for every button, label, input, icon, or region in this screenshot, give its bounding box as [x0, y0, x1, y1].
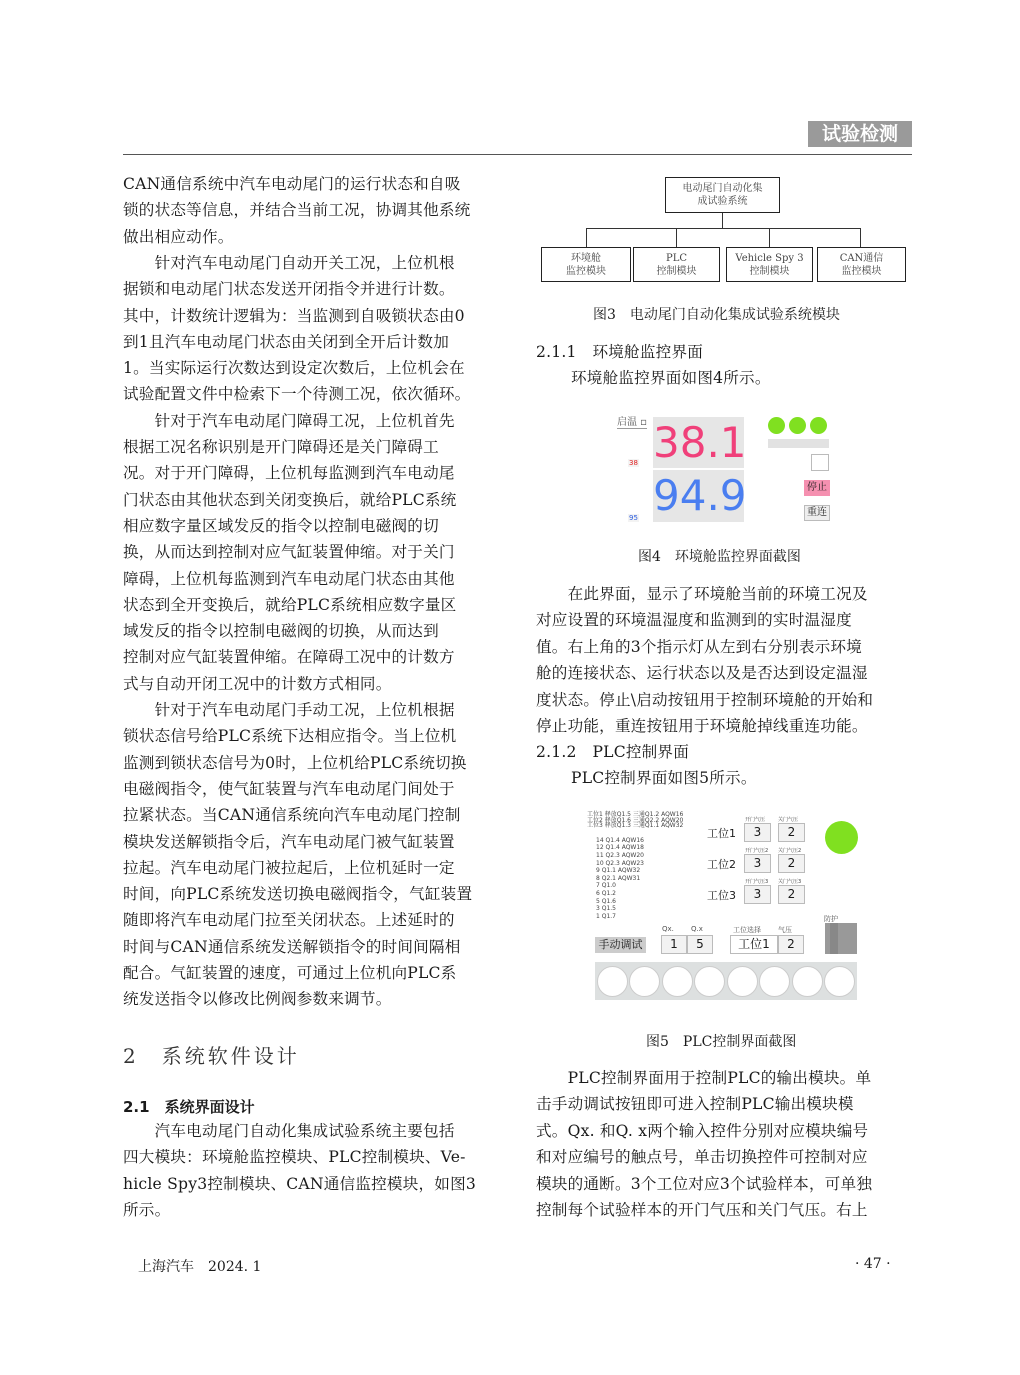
section-2-1-1-intro: 环境舱监控界面如图4所示。 — [571, 369, 771, 387]
figure-5-caption: 图5 PLC控制界面截图 — [646, 1034, 797, 1050]
text-line: 和对应编号的触点号，单击切换控件可控制对应 — [536, 1148, 868, 1167]
q-x-label: Q.x — [691, 925, 703, 933]
text-line: 做出相应动作。 — [123, 227, 234, 246]
page-number: · 47 · — [855, 1256, 891, 1272]
setpoint-indicator-icon — [810, 417, 827, 434]
output-lamp-strip — [595, 962, 857, 1000]
io-list-item: 10 Q2.3 AQW23 — [596, 859, 645, 867]
open-pressure-input[interactable]: 3 — [744, 885, 771, 904]
text-line: PLC控制界面用于控制PLC的输出模块。单 — [536, 1069, 872, 1087]
text-line: 锁的状态等信息，并结合当前工况，协调其他系统 — [123, 201, 471, 220]
text-line: 式。Qx. 和Q. x两个输入控件分别对应模块编号 — [536, 1121, 869, 1140]
io-list-item: 3 Q1.5 — [596, 905, 616, 913]
station-label: 工位2 — [707, 858, 736, 871]
section-2-1-2-heading: 2.1.2 PLC控制界面 — [536, 743, 690, 761]
temp-setpoint: 38 — [629, 459, 638, 467]
io-list-item: 14 Q1.4 AQW16 — [596, 836, 645, 844]
guard-label: 防护 — [824, 915, 838, 923]
io-list-item: 工位2 释放Q1.6 三通Q2.2 AQW20 — [587, 816, 684, 824]
io-list-item: 7 Q1.0 — [596, 882, 616, 890]
output-lamp-icon — [759, 966, 790, 997]
io-list-item: 工位1 释放Q1.5 三通Q1.2 AQW16 — [587, 811, 684, 818]
q-x-input[interactable]: 5 — [687, 935, 713, 954]
temperature-readout: 38.1 — [653, 418, 747, 467]
text-line: 域发反的指令以控制电磁阀的切换，从而达到 — [123, 622, 439, 641]
manual-debug-button[interactable]: 手动调试 — [595, 937, 646, 953]
text-line: 1。当实际运行次数达到设定次数后，上位机会在 — [123, 359, 465, 378]
io-list-item: 6 Q1.2 — [596, 890, 616, 897]
text-line: 配合。气缸装置的速度，可通过上位机向PLC系 — [123, 964, 457, 982]
text-line: 汽车电动尾门自动化集成试验系统主要包括 — [123, 1122, 455, 1140]
text-line: 所示。 — [123, 1200, 171, 1219]
text-line: 其中，计数统计逻辑为：当监测到自吸锁状态由0 — [123, 306, 465, 325]
vehicle-spy-module-box: Vehicle Spy 3 控制模块 — [726, 247, 813, 282]
output-lamp-icon — [792, 966, 823, 997]
mode-label: 启温 — [617, 417, 637, 428]
station-select-label: 工位选择 — [733, 926, 761, 934]
open-pressure-input[interactable]: 3 — [744, 854, 771, 873]
section-badge: 试验检测 — [808, 121, 912, 147]
checkbox[interactable] — [811, 454, 829, 471]
humidity-readout: 94.9 — [653, 471, 747, 520]
reconnect-button[interactable]: 重连 — [804, 505, 830, 521]
station-label: 工位1 — [707, 827, 736, 840]
text-line: 障碍，上位机每监测到汽车电动尾门状态由其他 — [123, 569, 455, 588]
text-line: 拉起。汽车电动尾门被拉起后，上位机延时一定 — [123, 858, 455, 877]
text-line: 击手动调试按钮即可进入控制PLC输出模块模 — [536, 1095, 854, 1114]
station-label: 工位3 — [707, 889, 736, 902]
text-line: 舱的连接状态、运行状态以及是否达到设定温湿 — [536, 664, 868, 683]
root-module-box: 电动尾门自动化集 成试验系统 — [665, 177, 780, 213]
close-pressure-input[interactable]: 2 — [778, 885, 805, 904]
output-lamp-icon — [662, 966, 693, 997]
text-line: 监测到锁状态信号为0时，上位机给PLC系统切换 — [123, 753, 467, 772]
env-module-box: 环境舱 监控模块 — [541, 247, 631, 282]
text-line: 况。对于开门障碍，上位机每监测到汽车电动尾 — [123, 464, 455, 483]
text-line: 在此界面，显示了环境舱当前的环境工况及 — [536, 585, 868, 603]
figure-4-caption: 图4 环境舱监控界面截图 — [638, 549, 801, 565]
output-lamp-icon — [824, 966, 855, 997]
text-line: 门状态由其他状态到关闭变换后，就给PLC系统 — [123, 490, 457, 509]
text-line: 模块发送解锁指令后，汽车电动尾门被气缸装置 — [123, 832, 455, 851]
text-line: 控制每个试验样本的开门气压和关门气压。右上 — [536, 1201, 868, 1219]
text-line: 到1且汽车电动尾门状态由关闭到全开后计数加 — [123, 332, 449, 351]
section-2-heading: 2 系统软件设计 — [123, 1044, 300, 1068]
text-line: 针对于汽车电动尾门障碍工况，上位机首先 — [123, 411, 455, 430]
text-line: 换，从而达到控制对应气缸装置伸缩。对于关门 — [123, 543, 455, 562]
pressure-input[interactable]: 2 — [778, 935, 804, 954]
text-line: 控制对应气缸装置伸缩。在障碍工况中的计数方 — [123, 648, 455, 667]
io-list-item: 1 Q1.7 — [596, 912, 616, 920]
io-list-item: 11 Q2.3 AQW20 — [596, 852, 645, 859]
text-line: 对应设置的环境温湿度和监测到的实时温湿度 — [536, 611, 852, 630]
text-line: 模块的通断。3个工位对应3个试验样本，可单独 — [536, 1174, 873, 1193]
figure-3-caption: 图3 电动尾门自动化集成试验系统模块 — [593, 307, 840, 323]
section-2-1-heading: 2.1 系统界面设计 — [123, 1098, 255, 1116]
text-line: 随即将汽车电动尾门拉至关闭状态。上述延时的 — [123, 911, 455, 930]
text-line: 拉紧状态。当CAN通信系统向汽车电动尾门控制 — [123, 806, 461, 825]
pressure-label: 气压 — [778, 926, 792, 934]
text-line: 针对于汽车电动尾门手动工况，上位机根据 — [123, 701, 455, 719]
text-line: 试验配置文件中检索下一个待测工况，依次循环。 — [123, 385, 471, 404]
close-pressure-input[interactable]: 2 — [778, 823, 805, 842]
qx-label: Qx. — [662, 925, 674, 933]
text-line: 根据工况名称识别是开门障碍还是关门障碍工 — [123, 438, 439, 456]
section-2-1-2-intro: PLC控制界面如图5所示。 — [571, 769, 757, 787]
close-pressure-label: 关门气压 — [778, 817, 799, 823]
running-indicator-icon — [789, 417, 806, 434]
can-module-box: CAN通信 监控模块 — [817, 247, 906, 282]
text-line: 时间，向PLC系统发送切换电磁阀指令，气缸装置 — [123, 885, 473, 904]
station-select[interactable]: 工位1 — [730, 935, 778, 954]
text-line: 值。右上角的3个指示灯从左到右分别表示环境 — [536, 637, 862, 656]
io-list-item: 8 Q2.1 AQW31 — [596, 874, 641, 882]
text-line: 相应数字量区域发反的指令以控制电磁阀的切 — [123, 516, 439, 535]
stop-button[interactable]: 停止 — [804, 480, 830, 496]
qx-input[interactable]: 1 — [661, 935, 687, 954]
text-line: 状态到全开变换后，就给PLC系统相应数字量区 — [123, 595, 457, 614]
text-line: CAN通信系统中汽车电动尾门的运行状态和自吸 — [123, 175, 461, 193]
text-line: 据锁和电动尾门状态发送开闭指令并进行计数。 — [123, 280, 455, 299]
mode-select[interactable]: 启温 ▫ — [617, 413, 647, 429]
humidity-setpoint: 95 — [629, 514, 638, 522]
text-line: 针对汽车电动尾门自动开关工况，上位机根 — [123, 253, 455, 272]
text-line: 度状态。停止\启动按钮用于控制环境舱的开始和 — [536, 690, 874, 709]
text-line: 时间与CAN通信系统发送解锁指令的时间间隔相 — [123, 937, 461, 956]
io-list-item: 12 Q1.4 AQW18 — [596, 844, 645, 852]
status-indicator-icon — [825, 821, 858, 854]
text-line: 停止功能，重连按钮用于环境舱掉线重连功能。 — [536, 717, 868, 735]
io-list-item: 5 Q1.6 — [596, 897, 616, 905]
plc-module-box: PLC 控制模块 — [633, 247, 720, 282]
close-pressure-input[interactable]: 2 — [778, 854, 805, 873]
text-line: 式与自动开闭工况中的计数方式相同。 — [123, 674, 392, 693]
connection-indicator-icon — [768, 417, 785, 434]
text-line: 统发送指令以修改比例阀参数来调节。 — [123, 990, 392, 1009]
open-pressure-label: 开门气压 — [745, 817, 766, 823]
header-rule — [123, 154, 912, 155]
close-pressure-label: 关门气压3 — [778, 879, 802, 885]
text-line: hicle Spy3控制模块、CAN通信监控模块，如图3 — [123, 1174, 477, 1193]
io-list-item: 工位3 释放Q1.3 三通Q1.1 AQW32 — [587, 822, 684, 829]
open-pressure-label: 开门气压2 — [745, 848, 769, 854]
open-pressure-input[interactable]: 3 — [744, 823, 771, 842]
text-line: 锁状态信号给PLC系统下达相应指令。当上位机 — [123, 727, 457, 746]
text-line: 电磁阀指令，使气缸装置与汽车电动尾门间处于 — [123, 779, 455, 798]
output-lamp-icon — [727, 966, 758, 997]
footer-journal: 上海汽车 2024. 1 — [138, 1259, 262, 1275]
section-2-1-1-heading: 2.1.1 环境舱监控界面 — [536, 343, 704, 361]
status-bar — [768, 439, 829, 448]
io-list-item: 9 Q1.1 AQW32 — [596, 867, 641, 875]
output-lamp-icon — [694, 966, 725, 997]
open-pressure-label: 开门气压3 — [745, 879, 769, 885]
close-pressure-label: 关门气压2 — [778, 848, 802, 854]
guard-toggle[interactable] — [825, 923, 857, 954]
output-lamp-icon — [629, 966, 660, 997]
output-lamp-icon — [597, 966, 628, 997]
text-line: 四大模块：环境舱监控模块、PLC控制模块、Ve- — [123, 1148, 466, 1167]
